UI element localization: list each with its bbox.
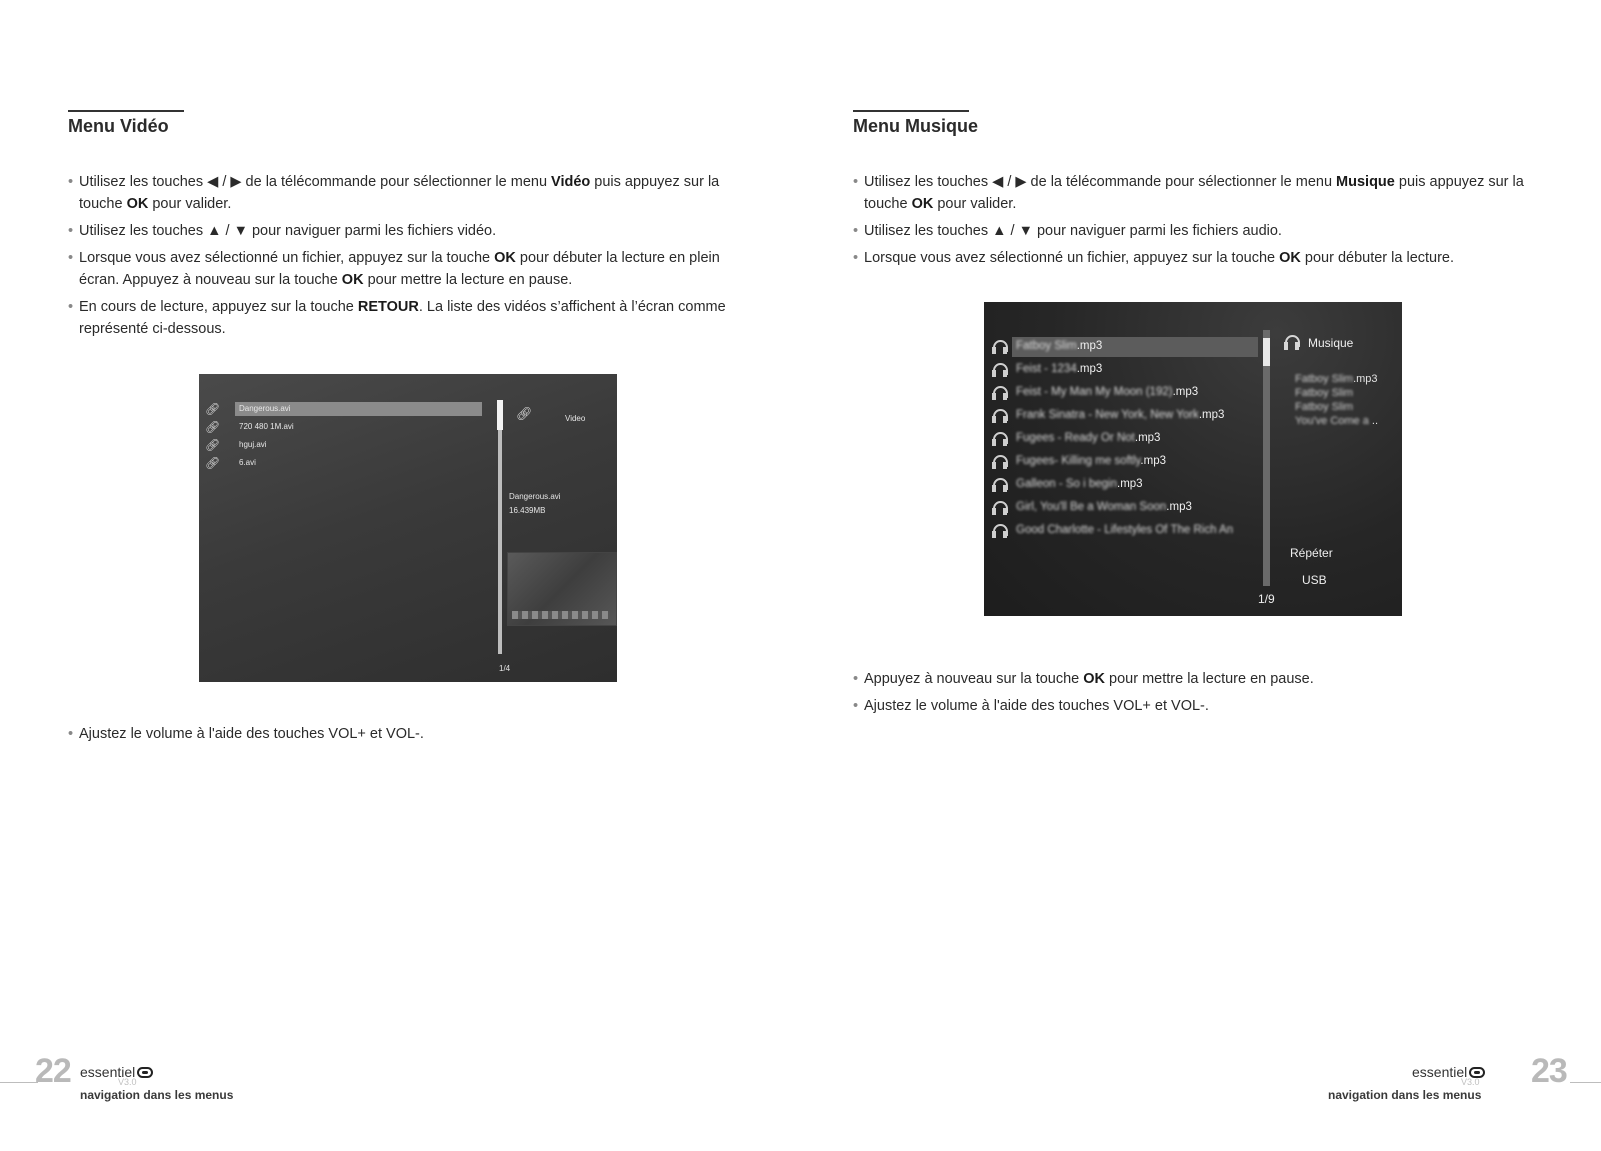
- scrollbar: [1263, 330, 1270, 586]
- headphones-icon: [992, 362, 1007, 378]
- music-track-row: [992, 497, 1267, 519]
- left-page: [0, 0, 800, 1151]
- video-menu-screenshot: [199, 374, 617, 682]
- headphones-icon: [992, 523, 1007, 539]
- music-menu-screenshot: [984, 302, 1402, 616]
- instruction-item: • Lorsque vous avez sélectionné un fichier, appuyez sur la touche OK pour débuter la lecture.: [853, 247, 1539, 269]
- track-info-line: You've Come a ..: [1295, 415, 1379, 427]
- music-track-row: [992, 336, 1267, 358]
- selected-file-name: Dangerous.avi: [509, 492, 561, 501]
- instruction-list-after: [853, 668, 1539, 722]
- headphones-icon: [992, 431, 1007, 447]
- instruction-list: [853, 171, 1539, 274]
- video-file-name: 6.avi: [239, 458, 256, 467]
- right-page: [800, 0, 1601, 1151]
- instruction-item: • Utilisez les touches ◀ / ▶ de la télécommande pour sélectionner le menu Musique puis appuyez sur la touche OK pour valider.: [853, 171, 1539, 215]
- footer-section-label: navigation dans les menus: [1328, 1088, 1482, 1102]
- version-label: V3.0: [118, 1077, 137, 1087]
- instruction-item: • Utilisez les touches ▲ / ▼ pour naviguer parmi les fichiers vidéo.: [68, 220, 752, 242]
- instruction-list: [68, 171, 752, 345]
- video-preview-thumbnail: [507, 552, 617, 626]
- section-rule: [68, 110, 184, 112]
- link-icon: 🔗︎: [516, 406, 533, 421]
- brand-logo: essentiel: [80, 1064, 153, 1080]
- headphones-icon: [992, 339, 1007, 355]
- track-name: Good Charlotte - Lifestyles Of The Rich An: [1016, 524, 1234, 536]
- music-track-row: [992, 359, 1267, 381]
- instruction-item: • Utilisez les touches ◀ / ▶ de la télécommande pour sélectionner le menu Vidéo puis appuyez sur la touche OK pour valider.: [68, 171, 752, 215]
- track-name: Fugees- Killing me softly.mp3: [1016, 455, 1166, 467]
- track-name: Galleon - So i begin.mp3: [1016, 478, 1143, 490]
- headphones-icon: [992, 477, 1007, 493]
- track-name: Fugees - Ready Or Not.mp3: [1016, 432, 1161, 444]
- headphones-icon: [992, 454, 1007, 470]
- track-name: Fatboy Slim.mp3: [1016, 340, 1103, 352]
- headphones-icon: [992, 385, 1007, 401]
- category-label: Musique: [1308, 336, 1354, 350]
- page-indicator: 1/9: [1258, 592, 1275, 606]
- link-icon: 🔗︎: [205, 420, 221, 434]
- music-track-row: [992, 474, 1267, 496]
- music-track-row: [992, 451, 1267, 473]
- instruction-item: • Utilisez les touches ▲ / ▼ pour naviguer parmi les fichiers audio.: [853, 220, 1539, 242]
- link-icon: 🔗︎: [205, 438, 221, 452]
- instruction-item: • Ajustez le volume à l'aide des touches VOL+ et VOL-.: [853, 695, 1539, 717]
- track-info: [1295, 372, 1378, 428]
- video-file-name: 720 480 1M.avi: [239, 422, 294, 431]
- scrollbar-thumb: [497, 400, 503, 430]
- page-number: 23: [1531, 1052, 1567, 1090]
- scrollbar: [498, 400, 502, 654]
- headphones-icon: [992, 408, 1007, 424]
- track-info-line: Fatboy Slim.mp3: [1295, 373, 1378, 385]
- music-track-row: [992, 405, 1267, 427]
- track-info-line: Fatboy Slim: [1295, 387, 1354, 399]
- repeat-label: Répéter: [1290, 546, 1333, 560]
- section-title-video: Menu Vidéo: [68, 116, 169, 136]
- track-name: Feist - My Man My Moon (192).mp3: [1016, 386, 1199, 398]
- track-name: Frank Sinatra - New York, New York.mp3: [1016, 409, 1225, 421]
- instruction-item: • En cours de lecture, appuyez sur la touche RETOUR. La liste des vidéos s’affichent à l’écran comme représenté ci-dessous.: [68, 296, 752, 340]
- instruction-list-after: [68, 723, 752, 750]
- instruction-item: • Lorsque vous avez sélectionné un fichier, appuyez sur la touche OK pour débuter la lecture en plein écran. Appuyez à nouveau sur la touche OK pour mettre la lecture en pause.: [68, 247, 752, 291]
- source-label: USB: [1302, 573, 1327, 587]
- music-track-row: [992, 382, 1267, 404]
- selected-file-size: 16.439MB: [509, 506, 546, 515]
- brand-mark-icon: [137, 1067, 153, 1078]
- track-name: Feist - 1234.mp3: [1016, 363, 1103, 375]
- video-file-name: Dangerous.avi: [239, 404, 291, 413]
- category-label: Video: [565, 414, 586, 423]
- track-info-line: Fatboy Slim: [1295, 401, 1354, 413]
- instruction-item: • Appuyez à nouveau sur la touche OK pour mettre la lecture en pause.: [853, 668, 1539, 690]
- page-number: 22: [35, 1052, 71, 1090]
- music-track-row: [992, 428, 1267, 450]
- instruction-item: • Ajustez le volume à l'aide des touches VOL+ et VOL-.: [68, 723, 752, 745]
- brand-logo: essentiel: [1412, 1064, 1485, 1080]
- track-name: Girl, You'll Be a Woman Soon.mp3: [1016, 501, 1192, 513]
- version-label: V3.0: [1461, 1077, 1480, 1087]
- section-title-music: Menu Musique: [853, 116, 978, 136]
- link-icon: 🔗︎: [205, 402, 221, 416]
- section-rule: [853, 110, 969, 112]
- scrollbar-thumb: [1263, 338, 1270, 366]
- headphones-icon: [1284, 334, 1300, 351]
- video-file-name: hguj.avi: [239, 440, 267, 449]
- music-track-row: [992, 520, 1267, 542]
- link-icon: 🔗︎: [205, 456, 221, 470]
- footer-section-label: navigation dans les menus: [80, 1088, 234, 1102]
- headphones-icon: [992, 500, 1007, 516]
- page-indicator: 1/4: [499, 664, 511, 673]
